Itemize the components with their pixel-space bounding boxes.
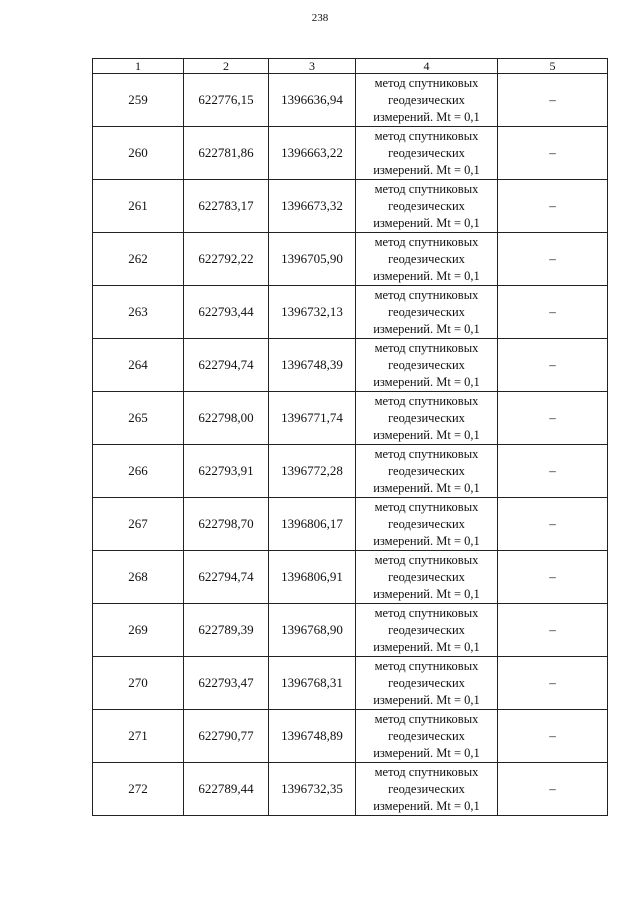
method-line: метод спутниковых xyxy=(374,499,479,514)
table-row xyxy=(93,392,608,445)
method-line: метод спутниковых xyxy=(374,287,479,302)
point-number-cell: 262 xyxy=(93,233,184,286)
table-row xyxy=(93,180,608,233)
y-coordinate-cell: 1396748,39 xyxy=(269,339,356,392)
point-number-cell: 260 xyxy=(93,127,184,180)
method-line: метод спутниковых xyxy=(374,75,479,90)
table-row xyxy=(93,74,608,127)
point-number-cell: 265 xyxy=(93,392,184,445)
method-cell xyxy=(356,392,498,445)
y-coordinate-cell: 1396748,89 xyxy=(269,710,356,763)
method-line: метод спутниковых xyxy=(374,552,479,567)
point-number-cell: 271 xyxy=(93,710,184,763)
method-cell xyxy=(356,710,498,763)
method-line: метод спутниковых xyxy=(374,128,479,143)
x-coordinate-cell: 622798,00 xyxy=(184,392,269,445)
y-coordinate-cell: 1396768,90 xyxy=(269,604,356,657)
method-line: геодезических xyxy=(388,198,465,213)
note-cell: – xyxy=(498,763,608,816)
method-cell xyxy=(356,604,498,657)
method-line: геодезических xyxy=(388,622,465,637)
header-col-2: 2 xyxy=(184,59,269,74)
note-cell: – xyxy=(498,498,608,551)
method-line: геодезических xyxy=(388,92,465,107)
method-line: геодезических xyxy=(388,463,465,478)
y-coordinate-cell: 1396732,13 xyxy=(269,286,356,339)
y-coordinate-cell: 1396732,35 xyxy=(269,763,356,816)
table-row xyxy=(93,233,608,286)
method-line: измерений. Mt = 0,1 xyxy=(373,639,480,654)
method-line: геодезических xyxy=(388,569,465,584)
table-row xyxy=(93,286,608,339)
note-cell: – xyxy=(498,445,608,498)
x-coordinate-cell: 622789,44 xyxy=(184,763,269,816)
table-row xyxy=(93,498,608,551)
table-header xyxy=(93,59,608,74)
note-cell: – xyxy=(498,127,608,180)
y-coordinate-cell: 1396806,17 xyxy=(269,498,356,551)
table-row xyxy=(93,763,608,816)
y-coordinate-cell: 1396673,32 xyxy=(269,180,356,233)
x-coordinate-cell: 622790,77 xyxy=(184,710,269,763)
method-line: измерений. Mt = 0,1 xyxy=(373,586,480,601)
table-row xyxy=(93,551,608,604)
method-line: геодезических xyxy=(388,781,465,796)
point-number-cell: 267 xyxy=(93,498,184,551)
method-cell xyxy=(356,286,498,339)
table-row xyxy=(93,339,608,392)
method-line: геодезических xyxy=(388,675,465,690)
method-line: измерений. Mt = 0,1 xyxy=(373,427,480,442)
y-coordinate-cell: 1396806,91 xyxy=(269,551,356,604)
point-number-cell: 261 xyxy=(93,180,184,233)
note-cell: – xyxy=(498,710,608,763)
point-number-cell: 266 xyxy=(93,445,184,498)
table-row xyxy=(93,445,608,498)
point-number-cell: 268 xyxy=(93,551,184,604)
point-number-cell: 259 xyxy=(93,74,184,127)
x-coordinate-cell: 622792,22 xyxy=(184,233,269,286)
y-coordinate-cell: 1396771,74 xyxy=(269,392,356,445)
point-number-cell: 270 xyxy=(93,657,184,710)
point-number-cell: 272 xyxy=(93,763,184,816)
header-col-5: 5 xyxy=(498,59,608,74)
method-line: метод спутниковых xyxy=(374,764,479,779)
method-cell xyxy=(356,551,498,604)
header-col-3: 3 xyxy=(269,59,356,74)
method-line: измерений. Mt = 0,1 xyxy=(373,215,480,230)
x-coordinate-cell: 622781,86 xyxy=(184,127,269,180)
method-line: геодезических xyxy=(388,251,465,266)
header-col-4: 4 xyxy=(356,59,498,74)
x-coordinate-cell: 622798,70 xyxy=(184,498,269,551)
y-coordinate-cell: 1396636,94 xyxy=(269,74,356,127)
method-line: метод спутниковых xyxy=(374,446,479,461)
x-coordinate-cell: 622794,74 xyxy=(184,551,269,604)
method-line: геодезических xyxy=(388,410,465,425)
note-cell: – xyxy=(498,657,608,710)
method-line: измерений. Mt = 0,1 xyxy=(373,374,480,389)
method-line: измерений. Mt = 0,1 xyxy=(373,109,480,124)
note-cell: – xyxy=(498,74,608,127)
method-cell xyxy=(356,339,498,392)
x-coordinate-cell: 622793,47 xyxy=(184,657,269,710)
note-cell: – xyxy=(498,286,608,339)
y-coordinate-cell: 1396705,90 xyxy=(269,233,356,286)
point-number-cell: 263 xyxy=(93,286,184,339)
x-coordinate-cell: 622789,39 xyxy=(184,604,269,657)
method-cell xyxy=(356,445,498,498)
method-line: измерений. Mt = 0,1 xyxy=(373,745,480,760)
x-coordinate-cell: 622783,17 xyxy=(184,180,269,233)
table-row xyxy=(93,604,608,657)
table-body xyxy=(93,74,608,816)
note-cell: – xyxy=(498,604,608,657)
x-coordinate-cell: 622794,74 xyxy=(184,339,269,392)
note-cell: – xyxy=(498,339,608,392)
method-cell xyxy=(356,498,498,551)
method-line: геодезических xyxy=(388,145,465,160)
method-line: метод спутниковых xyxy=(374,605,479,620)
method-cell xyxy=(356,74,498,127)
note-cell: – xyxy=(498,233,608,286)
x-coordinate-cell: 622776,15 xyxy=(184,74,269,127)
x-coordinate-cell: 622793,44 xyxy=(184,286,269,339)
table-row xyxy=(93,657,608,710)
method-cell xyxy=(356,763,498,816)
method-line: геодезических xyxy=(388,728,465,743)
method-line: измерений. Mt = 0,1 xyxy=(373,162,480,177)
method-line: метод спутниковых xyxy=(374,393,479,408)
method-line: измерений. Mt = 0,1 xyxy=(373,480,480,495)
method-cell xyxy=(356,657,498,710)
note-cell: – xyxy=(498,551,608,604)
point-number-cell: 269 xyxy=(93,604,184,657)
page-number: 238 xyxy=(311,12,329,24)
method-cell xyxy=(356,127,498,180)
method-line: измерений. Mt = 0,1 xyxy=(373,798,480,813)
y-coordinate-cell: 1396772,28 xyxy=(269,445,356,498)
note-cell: – xyxy=(498,392,608,445)
table-row xyxy=(93,710,608,763)
method-line: метод спутниковых xyxy=(374,658,479,673)
y-coordinate-cell: 1396663,22 xyxy=(269,127,356,180)
method-line: измерений. Mt = 0,1 xyxy=(373,533,480,548)
method-line: измерений. Mt = 0,1 xyxy=(373,692,480,707)
coordinates-table xyxy=(92,58,608,816)
x-coordinate-cell: 622793,91 xyxy=(184,445,269,498)
method-line: метод спутниковых xyxy=(374,711,479,726)
method-line: геодезических xyxy=(388,516,465,531)
method-line: геодезических xyxy=(388,357,465,372)
table-row xyxy=(93,127,608,180)
header-col-1: 1 xyxy=(93,59,184,74)
method-line: геодезических xyxy=(388,304,465,319)
y-coordinate-cell: 1396768,31 xyxy=(269,657,356,710)
point-number-cell: 264 xyxy=(93,339,184,392)
method-line: метод спутниковых xyxy=(374,340,479,355)
note-cell: – xyxy=(498,180,608,233)
method-line: метод спутниковых xyxy=(374,234,479,249)
method-cell xyxy=(356,180,498,233)
method-line: измерений. Mt = 0,1 xyxy=(373,321,480,336)
method-line: метод спутниковых xyxy=(374,181,479,196)
method-cell xyxy=(356,233,498,286)
method-line: измерений. Mt = 0,1 xyxy=(373,268,480,283)
